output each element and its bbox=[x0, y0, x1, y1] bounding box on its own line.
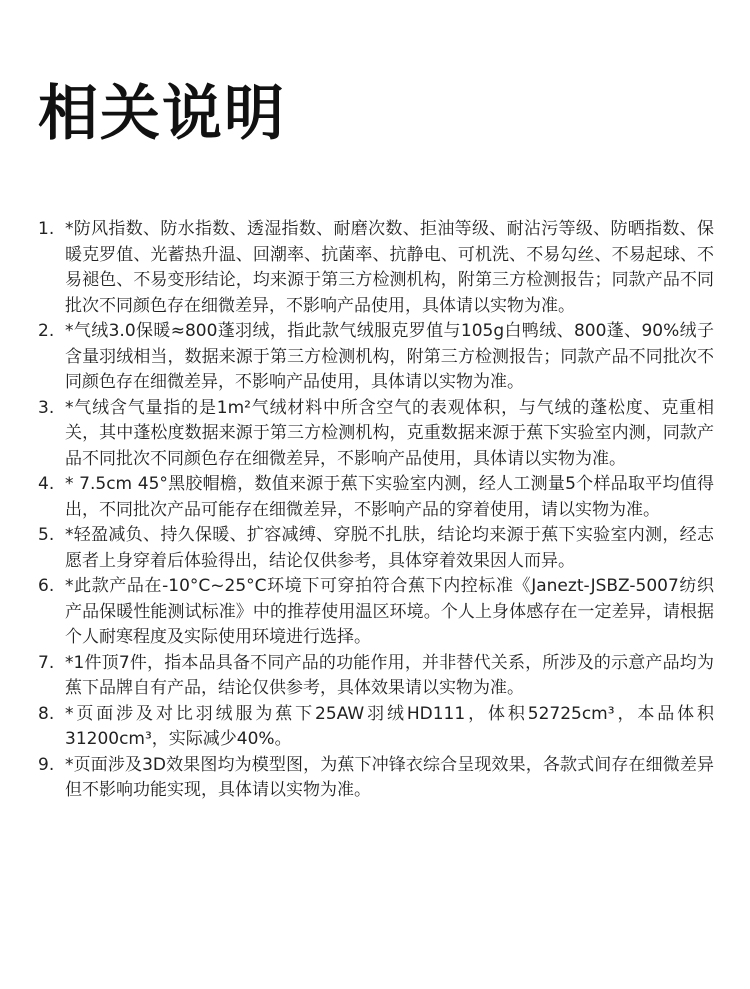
note-item-6 bbox=[38, 574, 714, 651]
note-item-9 bbox=[38, 753, 714, 804]
note-text: *气绒含气量指的是1m²气绒材料中所含空气的表观体积，与气绒的蓬松度、克重相关，其中蓬松度数据来源于第三方检测机构，克重数据来源于蕉下实验室内测，同款产品不同批次不同颜色存在细微差异，不影响产品使用，具体请以实物为准。 bbox=[65, 397, 714, 469]
note-text: *页面涉及对比羽绒服为蕉下25AW羽绒HD111，体积52725cm³，本品体积31200cm³，实际减少40%。 bbox=[65, 703, 714, 749]
note-text: *页面涉及3D效果图均为模型图，为蕉下冲锋衣综合呈现效果，各款式间存在细微差异但不影响功能实现，具体请以实物为准。 bbox=[65, 754, 714, 800]
note-text: *1件顶7件，指本品具备不同产品的功能作用，并非替代关系，所涉及的示意产品均为蕉下品牌自有产品，结论仅供参考，具体效果请以实物为准。 bbox=[65, 652, 714, 698]
note-item-3 bbox=[38, 396, 714, 473]
note-text: *轻盈减负、持久保暖、扩容减缚、穿脱不扎肤，结论均来源于蕉下实验室内测，经志愿者上身穿着后体验得出，结论仅供参考，具体穿着效果因人而异。 bbox=[65, 525, 714, 571]
note-number: 9. bbox=[38, 754, 55, 775]
note-text: *此款产品在-10°C~25°C环境下可穿拍符合蕉下内控标准《Janezt-JSBZ-5007纺织产品保暖性能测试标准》中的推荐使用温区环境。个人上身体感存在一定差异，请根据个人耐寒程度及实际使用环境进行选择。 bbox=[65, 576, 714, 647]
note-text: * 7.5cm 45°黑胶帽檐，数值来源于蕉下实验室内测，经人工测量5个样品取平均值得出，不同批次产品可能存在细微差异，不影响产品的穿着使用，请以实物为准。 bbox=[65, 474, 714, 520]
note-number: 4. bbox=[38, 474, 55, 494]
note-item-1 bbox=[38, 217, 714, 319]
note-number: 5. bbox=[38, 525, 55, 545]
note-text: *气绒3.0保暖≈800蓬羽绒，指此款气绒服克罗值与105g白鸭绒、800蓬、90%绒子含量羽绒相当，数据来源于第三方检测机构，附第三方检测报告；同款产品不同批次不同颜色存在细微差异，不影响产品使用，具体请以实物为准。 bbox=[65, 321, 714, 392]
note-text: *防风指数、防水指数、透湿指数、耐磨次数、拒油等级、耐沾污等级、防晒指数、保暖克罗值、光蓄热升温、回潮率、抗菌率、抗静电、可机洗、不易勾丝、不易起球、不易褪色、不易变形结论，均来源于第三方检测机构，附第三方检测报告；同款产品不同批次不同颜色存在细微差异，不影响产品使用，具体请以实物为准。 bbox=[65, 219, 714, 316]
page-title: 相关说明 bbox=[38, 79, 286, 149]
notes-list bbox=[38, 217, 714, 804]
note-number: 6. bbox=[38, 576, 55, 596]
note-number: 7. bbox=[38, 652, 55, 673]
note-number: 2. bbox=[38, 321, 55, 341]
note-item-5 bbox=[38, 523, 714, 574]
note-number: 1. bbox=[38, 219, 55, 239]
note-number: 3. bbox=[38, 397, 55, 418]
note-number: 8. bbox=[38, 703, 55, 724]
note-item-2 bbox=[38, 319, 714, 396]
note-item-7 bbox=[38, 651, 714, 702]
note-item-4 bbox=[38, 472, 714, 523]
note-item-8 bbox=[38, 702, 714, 753]
